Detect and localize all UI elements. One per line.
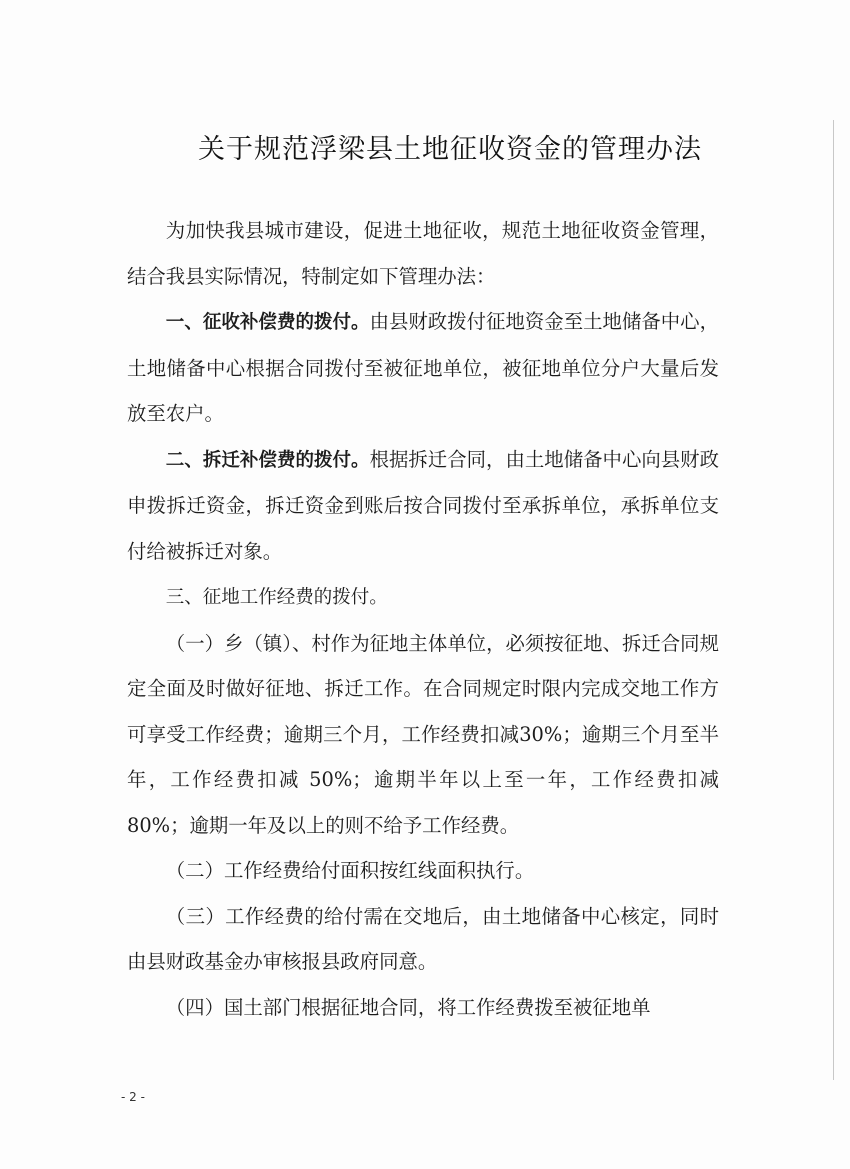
scan-edge-line [833, 120, 834, 1080]
section-3-item-2: （二）工作经费给付面积按红线面积执行。 [165, 859, 535, 882]
section-2-paragraph [127, 437, 719, 575]
page-number: - 2 - [121, 1090, 145, 1104]
section-1-paragraph [127, 299, 719, 437]
section-3-heading [127, 574, 719, 621]
section-2-heading: 二、拆迁补偿费的拨付。 [165, 449, 370, 471]
section-3-heading-text: 三、征地工作经费的拨付。 [165, 587, 388, 608]
intro-paragraph: 为加快我县城市建设，促进土地征收，规范土地征收资金管理，结合我县实际情况，特制定如下管理办法： [127, 219, 719, 288]
document-title: 关于规范浮梁县土地征收资金的管理办法 [198, 134, 702, 165]
section-2-text: 根据拆迁合同，由土地储备中心向县财政申拨拆迁资金，拆迁资金到账后按合同拨付至承拆单位，承拆单位支付给被拆迁对象。 [127, 447, 719, 563]
document-body [127, 208, 719, 1030]
section-1-heading: 一、征收补偿费的拨付。 [165, 312, 370, 333]
section-3-item-3: （三）工作经费的给付需在交地后，由土地储备中心核定，同时由县财政基金办审核报县政府同意。 [127, 904, 719, 973]
section-3-item-1: （一）乡（镇）、村作为征地主体单位，必须按征地、拆迁合同规定全面及时做好征地、拆迁工作。在合同规定时限内完成交地工作方可享受工作经费；逾期三个月，工作经费扣减30%；逾期三个月至半年，工作经费扣减 50%；逾期半年以上至一年，工作经费扣减 80%；逾期一年及以上的则不给予工作经费。 [127, 631, 719, 837]
section-3-item-4: （四）国土部门根据征地合同，将工作经费拨至被征地单 [165, 995, 651, 1019]
section-1-text: 由县财政拨付征地资金至土地储备中心，土地储备中心根据合同拨付至被征地单位，被征地单位分户大量后发放至农户。 [127, 310, 719, 425]
